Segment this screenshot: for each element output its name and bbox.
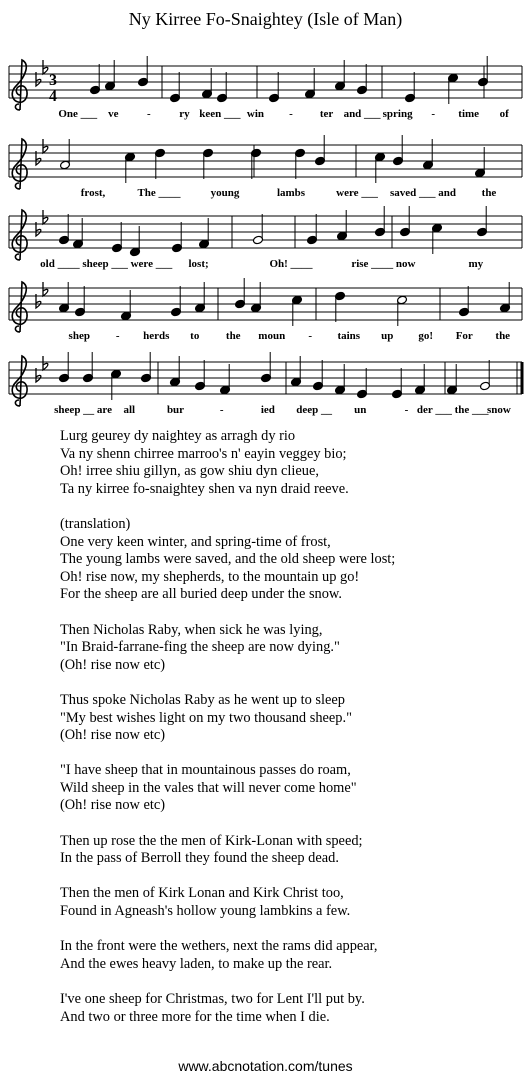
lyric-line: Va ny shenn chirree marroo's n' eayin veggey bio; xyxy=(60,445,347,462)
lyric-syllable: - xyxy=(431,108,435,120)
lyric-line: (Oh! rise now etc) xyxy=(60,656,166,673)
lyric-syllable: - xyxy=(308,330,313,342)
lyric-stanza xyxy=(60,833,520,868)
lyric-line: Then the men of Kirk Lonan and Kirk Christ too, xyxy=(60,885,344,902)
lyric-line: Oh! irree shiu gillyn, as gow shiu dyn clieue, xyxy=(60,463,319,480)
lyric-line: (Oh! rise now etc) xyxy=(60,797,166,814)
lyrics-block xyxy=(60,428,520,1044)
lyric-syllable: shep xyxy=(68,330,90,342)
lyric-syllable: - xyxy=(289,108,293,120)
lyric-line: The young lambs were saved, and the old sheep were lost; xyxy=(60,551,396,568)
lyric-stanza xyxy=(60,938,520,973)
treble-clef-icon xyxy=(12,282,27,332)
lyric-syllable: the xyxy=(225,330,241,342)
lyric-line: In the front were the wethers, next the rams did appear, xyxy=(60,938,378,955)
lyric-line: Wild sheep in the vales that will never come home" xyxy=(60,779,357,796)
lyric-syllable: herds xyxy=(143,330,170,342)
lyric-syllable: For xyxy=(455,330,473,342)
treble-clef-icon xyxy=(12,210,27,260)
lyric-syllable: lambs xyxy=(276,187,306,199)
lyric-syllable: the xyxy=(481,187,497,199)
lyric-line: Oh! rise now, my shepherds, to the mountain up go! xyxy=(60,568,360,585)
flat-sign-icon xyxy=(43,282,48,296)
lyric-syllable: to xyxy=(190,330,200,342)
lyric-stanza xyxy=(60,885,520,920)
lyric-syllable: and ___ xyxy=(343,108,381,120)
lyric-syllable: - xyxy=(115,330,120,342)
lyric-line: Then Nicholas Raby, when sick he was lying, xyxy=(60,621,323,638)
lyric-syllable: ied xyxy=(260,404,275,416)
treble-clef-icon xyxy=(12,60,27,110)
lyric-line: Found in Agneash's hollow young lambkins a few. xyxy=(60,903,351,920)
lyric-syllable: der ___ the ___ xyxy=(416,404,489,416)
lyric-line: One very keen winter, and spring-time of frost, xyxy=(60,533,331,550)
lyric-syllable: deep __ xyxy=(296,404,332,416)
lyric-line: "In Braid-farrane-fing the sheep are now dying." xyxy=(60,639,340,656)
lyric-syllable: The ____ xyxy=(137,187,181,199)
treble-clef-icon xyxy=(12,356,27,406)
lyric-line: (translation) xyxy=(60,515,131,532)
lyric-syllable: my xyxy=(468,258,484,270)
staff-system xyxy=(9,56,522,120)
lyric-syllable: up xyxy=(381,330,394,342)
lyric-line: "My best wishes light on my two thousand sheep." xyxy=(60,709,352,726)
lyric-stanza xyxy=(60,692,520,745)
treble-clef-icon xyxy=(12,139,27,189)
lyric-stanza xyxy=(60,428,520,498)
flat-sign-icon xyxy=(43,139,48,153)
lyric-syllable: spring xyxy=(382,108,413,120)
lyric-syllable: One ___ xyxy=(58,108,98,120)
lyric-line: Ta ny kirree fo-snaightey shen va nyn draid reeve. xyxy=(60,480,349,497)
lyric-syllable: ve xyxy=(108,108,119,120)
sheet-music-score xyxy=(0,0,531,425)
lyric-line: And two or three more for the time when I die. xyxy=(60,1008,330,1025)
staff-system xyxy=(9,278,522,342)
lyric-syllable: go! xyxy=(418,330,434,342)
lyric-syllable: all xyxy=(123,404,136,416)
staff-system xyxy=(9,206,522,270)
tune-title: Ny Kirree Fo-Snaightey (Isle of Man) xyxy=(128,9,403,29)
lyric-syllable: - xyxy=(219,404,224,416)
lyric-line: In the pass of Berroll they found the sheep dead. xyxy=(60,850,339,867)
lyric-line: For the sheep are all buried deep under the snow. xyxy=(60,586,342,603)
flat-sign-icon xyxy=(43,60,48,74)
lyric-syllable: snow xyxy=(486,404,511,416)
lyric-syllable: ry xyxy=(179,108,190,120)
lyric-syllable: win xyxy=(246,108,265,120)
lyric-line: And the ewes heavy laden, to make up the rear. xyxy=(60,955,333,972)
lyric-syllable: tains xyxy=(337,330,361,342)
lyric-stanza xyxy=(60,622,520,675)
lyric-syllable: saved ___ and xyxy=(389,187,457,199)
lyric-stanza xyxy=(60,516,520,604)
lyric-syllable: un xyxy=(354,404,367,416)
lyric-syllable: lost; xyxy=(188,258,209,270)
lyric-line: (Oh! rise now etc) xyxy=(60,727,166,744)
lyric-syllable: were ___ xyxy=(336,187,378,199)
time-signature-top: 3 xyxy=(49,72,57,89)
lyric-syllable: ter xyxy=(319,108,334,120)
flat-sign-icon xyxy=(43,210,48,224)
flat-sign-icon xyxy=(43,356,48,370)
time-signature-bottom: 4 xyxy=(49,88,57,105)
lyric-syllable: Oh! ____ xyxy=(269,258,313,270)
lyric-line: "I have sheep that in mountainous passes do roam, xyxy=(60,762,351,779)
lyric-syllable: - xyxy=(404,404,409,416)
lyric-syllable: sheep __ are xyxy=(54,404,113,416)
lyric-line: Then up rose the the men of Kirk-Lonan with speed; xyxy=(60,832,363,849)
lyric-line: I've one sheep for Christmas, two for Lent I'll put by. xyxy=(60,991,365,1007)
lyric-stanza xyxy=(60,762,520,815)
staff-system xyxy=(9,352,522,416)
lyric-syllable: bur xyxy=(166,404,185,416)
lyric-syllable: time xyxy=(458,108,480,120)
lyric-syllable: keen ___ xyxy=(199,108,241,120)
lyric-syllable: old ____ sheep ___ were ___ xyxy=(40,258,173,270)
lyric-stanza xyxy=(60,991,520,1026)
lyric-syllable: rise ____ now xyxy=(351,258,416,270)
lyric-syllable: moun xyxy=(258,330,286,342)
lyric-syllable: the xyxy=(495,330,511,342)
lyric-syllable: of xyxy=(499,108,509,120)
lyric-line: Lurg geurey dy naightey as arragh dy rio xyxy=(60,428,296,444)
lyric-syllable: frost, xyxy=(80,187,106,199)
lyric-line: Thus spoke Nicholas Raby as he went up to sleep xyxy=(60,691,345,708)
lyric-syllable: - xyxy=(147,108,151,120)
staff-system xyxy=(9,135,522,199)
lyric-syllable: young xyxy=(210,187,240,199)
footer-url: www.abcnotation.com/tunes xyxy=(178,1058,353,1074)
